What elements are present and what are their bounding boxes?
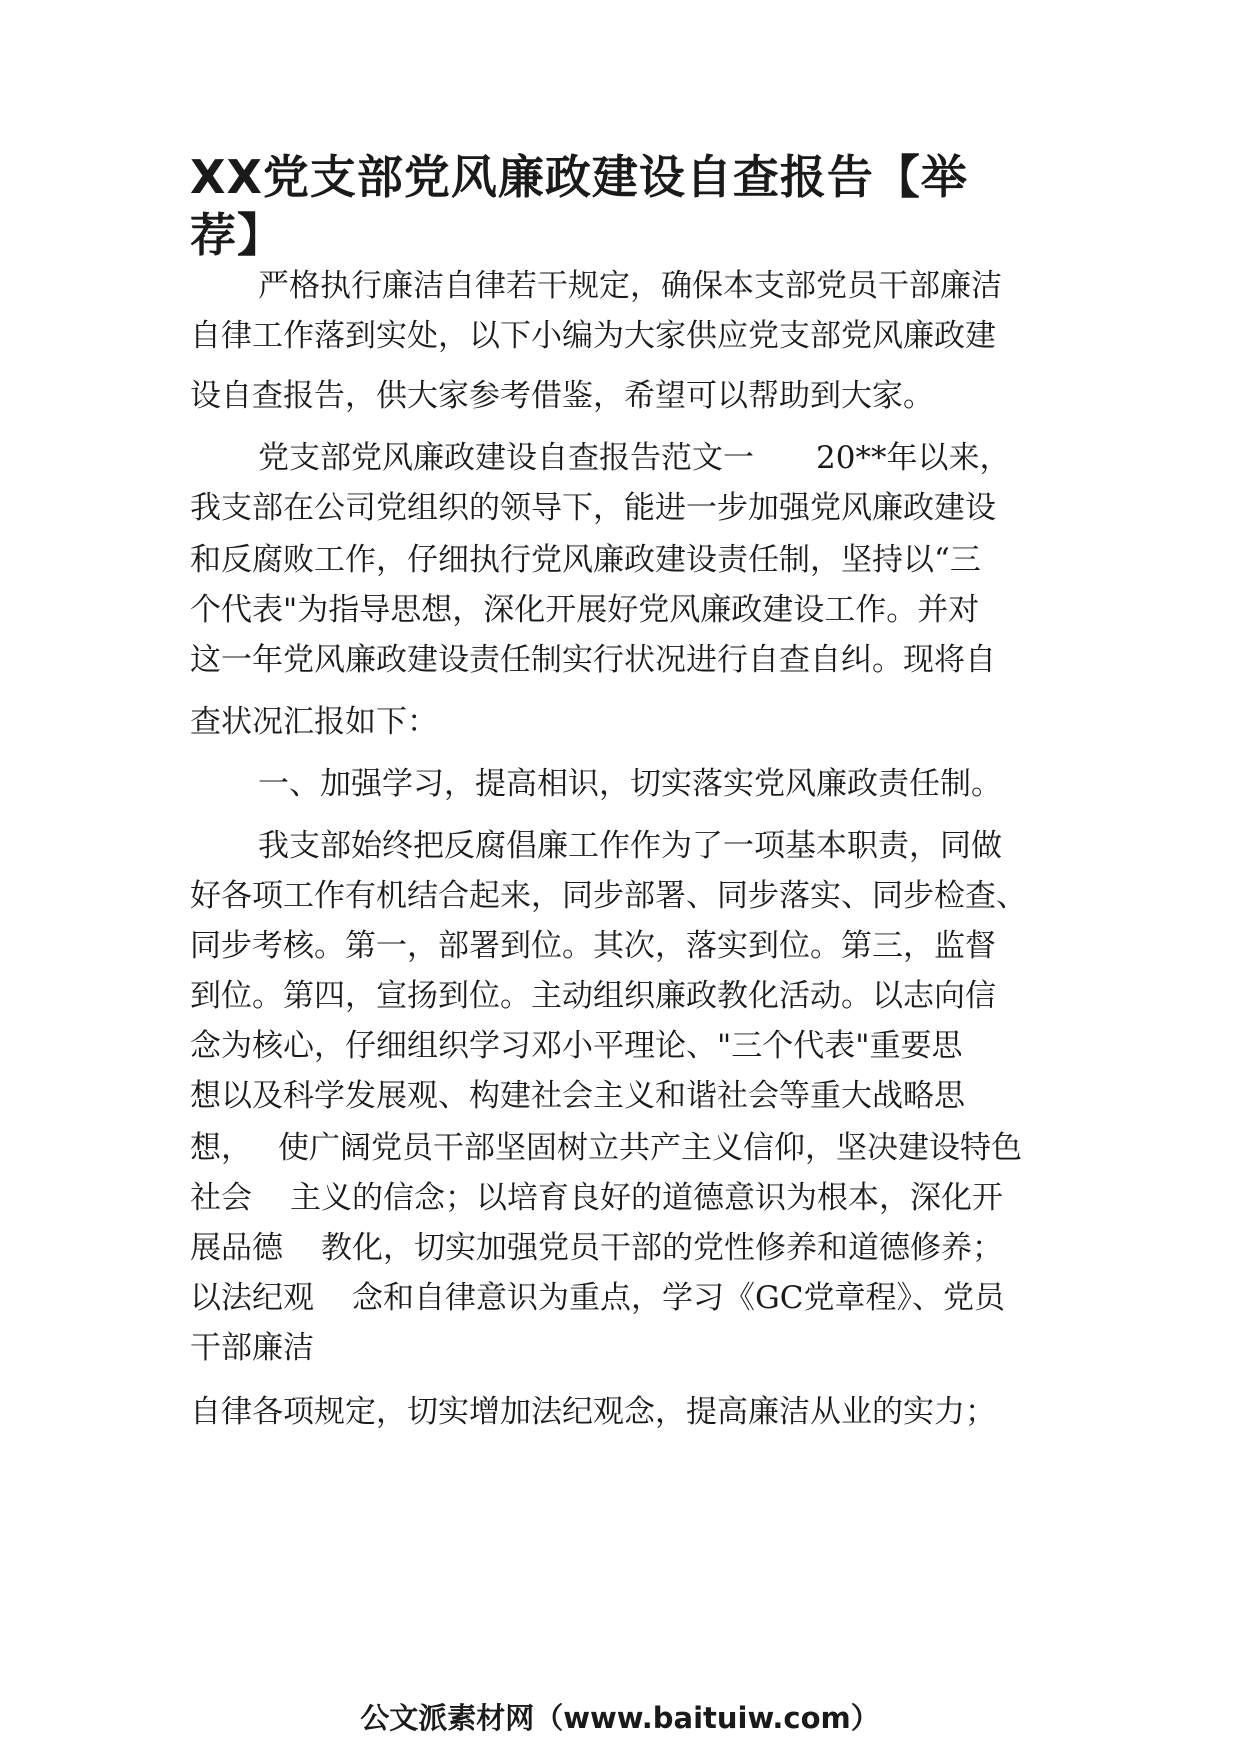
text-line: 自律工作落到实处，以下小编为大家供应党支部党风廉政建 xyxy=(190,318,996,354)
text-line xyxy=(258,438,1010,478)
text-line: 同步考核。第一，部署到位。其次，落实到位。第三，监督 xyxy=(190,928,996,964)
text-line: 到位。第四，宣扬到位。主动组织廉政教化活动。以志向信 xyxy=(190,978,996,1014)
text-fragment: 想， xyxy=(190,1130,252,1166)
text-fragment: 使广阔党员干部坚固树立共产主义信仰，坚决建设特色 xyxy=(278,1130,1022,1166)
text-line: 和反腐败工作，仔细执行党风廉政建设责任制，坚持以“三 xyxy=(190,542,981,578)
text-line: 查状况汇报如下： xyxy=(190,704,438,740)
text-fragment: 主义的信念；以培育良好的道德意识为根本，深化开 xyxy=(290,1180,1003,1216)
title-line-2: 荐】 xyxy=(190,208,284,262)
text-line xyxy=(190,1228,1003,1268)
text-fragment: 教化，切实加强党员干部的党性修养和道德修养； xyxy=(321,1230,1003,1266)
text-line: 好各项工作有机结合起来，同步部署、同步落实、同步检查、 xyxy=(190,878,1027,914)
text-line: 个代表"为指导思想，深化开展好党风廉政建设工作。并对 xyxy=(190,592,980,628)
text-fragment: 社会 xyxy=(190,1180,252,1216)
text-line: 想以及科学发展观、构建社会主义和谐社会等重大战略思 xyxy=(190,1078,965,1114)
section-heading-1: 一、加强学习，提高相识，切实落实党风廉政责任制。 xyxy=(258,766,1002,802)
text-fragment: 以法纪观 xyxy=(190,1280,314,1316)
text-line: 干部廉洁 xyxy=(190,1330,314,1366)
text-line: 自律各项规定，切实增加法纪观念，提高廉洁从业的实力； xyxy=(190,1394,996,1430)
title-line-1: XX党支部党风廉政建设自查报告【举 xyxy=(190,150,968,204)
text-line: 严格执行廉洁自律若干规定，确保本支部党员干部廉洁 xyxy=(258,268,1002,304)
text-line: 这一年党风廉政建设责任制实行状况进行自查自纠。现将自 xyxy=(190,642,996,678)
text-fragment: 展品德 xyxy=(190,1230,283,1266)
text-line: 我支部在公司党组织的领导下，能进一步加强党风廉政建设 xyxy=(190,490,996,526)
section-heading-fanwen: 党支部党风廉政建设自查报告范文一 xyxy=(258,440,754,476)
text-line: 我支部始终把反腐倡廉工作作为了一项基本职责，同做 xyxy=(258,828,1002,864)
text-line: 设自查报告，供大家参考借鉴，希望可以帮助到大家。 xyxy=(190,378,934,414)
text-line xyxy=(190,1278,1005,1318)
document-title xyxy=(190,148,1070,264)
text-line xyxy=(190,1178,1003,1218)
text-line xyxy=(190,1128,1022,1168)
text-fragment: 念和自律意识为重点，学习《GC党章程》、党员 xyxy=(352,1280,1005,1316)
text-line: 念为核心，仔细组织学习邓小平理论、"三个代表"重要思 xyxy=(190,1028,963,1064)
footer-site-credit: 公文派素材网（www.baituiw.com） xyxy=(360,1701,880,1735)
date-text: 20**年以来， xyxy=(816,440,1011,476)
